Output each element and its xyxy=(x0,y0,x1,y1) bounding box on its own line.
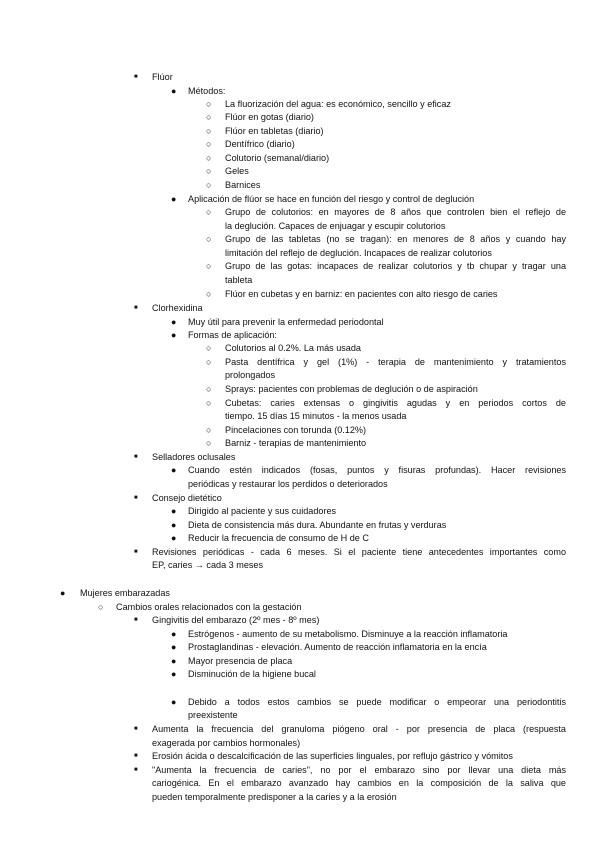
document-line: tableta xyxy=(225,275,253,285)
document-line: Pincelaciones con torunda (0.12%) xyxy=(225,425,367,435)
bullet-marker: ○ xyxy=(206,99,212,109)
bullet-marker: ● xyxy=(171,697,177,707)
bullet-marker: ■ xyxy=(134,617,138,623)
bullet-marker: ○ xyxy=(206,126,212,136)
document-line: Barniz - terapias de mantenimiento xyxy=(225,438,367,448)
bullet-marker: ○ xyxy=(206,357,212,367)
bullet-marker: ○ xyxy=(206,139,212,149)
document-line: pueden temporalmente predisponer a la caries y a la erosión xyxy=(152,792,397,802)
bullet-marker: ● xyxy=(171,520,177,530)
document-line: Gingivitis del embarazo (2º mes - 8º mes) xyxy=(152,615,320,625)
document-line: Flúor en gotas (diario) xyxy=(225,112,314,122)
document-line: Cambios orales relacionados con la gestación xyxy=(116,602,302,612)
document-line: Prostaglandinas - elevación. Aumento de reacción inflamatoria en la encía xyxy=(188,642,487,652)
document-line: Geles xyxy=(225,166,249,176)
document-line: Grupo de las gotas: incapaces de realizar colutorios y tb chupar y tragar una xyxy=(225,261,566,271)
document-line: Formas de aplicación: xyxy=(188,330,277,340)
document-line: exagerada por cambios hormonales) xyxy=(152,738,301,748)
document-line: Erosión ácida o descalcificación de las superficies linguales, por reflujo gástrico y vómitos xyxy=(152,751,513,761)
bullet-marker: ○ xyxy=(206,180,212,190)
document-line: Barnices xyxy=(225,180,261,190)
document-line: Flúor en cubetas y en barniz: en pacientes con alto riesgo de caries xyxy=(225,289,498,299)
bullet-marker: ● xyxy=(171,642,177,652)
document-line: periódicas y restaurar los perdidos o deteriorados xyxy=(188,479,388,489)
bullet-marker: ○ xyxy=(206,166,212,176)
document-line: Debido a todos estos cambios se puede modificar o empeorar una periodontitis xyxy=(188,697,566,707)
document-line: Consejo dietético xyxy=(152,493,222,503)
document-line: Grupo de las tabletas (no se tragan): en menores de 8 años y cuando hay xyxy=(225,234,566,244)
bullet-marker: ○ xyxy=(98,602,104,612)
bullet-marker: ■ xyxy=(134,753,138,759)
bullet-marker: ○ xyxy=(206,153,212,163)
bullet-marker: ○ xyxy=(206,234,212,244)
bullet-marker: ● xyxy=(171,317,177,327)
bullet-marker: ○ xyxy=(206,289,212,299)
document-line: Aumenta la frecuencia del granuloma piógeno oral - por presencia de placa (respuesta xyxy=(152,724,566,734)
bullet-marker: ■ xyxy=(134,74,138,80)
document-line: Pasta dentífrica y gel (1%) - terapia de mantenimiento y tratamientos xyxy=(225,357,566,367)
bullet-marker: ■ xyxy=(134,726,138,732)
bullet-marker: ■ xyxy=(134,767,138,773)
document-line: la deglución. Capaces de enjuagar y escupir colutorios xyxy=(225,221,446,231)
document-line: Revisiones periódicas - cada 6 meses. Si el paciente tiene antecedentes importantes como xyxy=(152,547,566,557)
document-line: Sprays: pacientes con problemas de deglución o de aspiración xyxy=(225,384,478,394)
bullet-marker: ● xyxy=(171,506,177,516)
document-line: Colutorio (semanal/diario) xyxy=(225,153,330,163)
bullet-marker: ○ xyxy=(206,438,212,448)
document-line: Mayor presencia de placa xyxy=(188,656,293,666)
bullet-marker: ● xyxy=(171,86,177,96)
bullet-marker: ○ xyxy=(206,112,212,122)
document-line: Cubetas: caries extensas o gingivitis agudas y en periodos cortos de xyxy=(225,398,566,408)
bullet-marker: ● xyxy=(171,533,177,543)
document-line: Dentífrico (diario) xyxy=(225,139,295,149)
bullet-marker: ○ xyxy=(206,384,212,394)
bullet-marker: ○ xyxy=(206,343,212,353)
bullet-marker: ■ xyxy=(134,495,138,501)
document-line: "Aumenta la frecuencia de caries", no por el embarazo sino por llevar una dieta más xyxy=(152,765,566,775)
bullet-marker: ● xyxy=(60,588,66,598)
document-line: Métodos: xyxy=(188,86,226,96)
document-line: Flúor en tabletas (diario) xyxy=(225,126,324,136)
bullet-marker: ■ xyxy=(134,549,138,555)
document-line: Muy útil para prevenir la enfermedad periodontal xyxy=(188,317,384,327)
document-line: Flúor xyxy=(152,72,173,82)
bullet-marker: ■ xyxy=(134,305,138,311)
document-line: preexistente xyxy=(188,710,238,720)
document-line: Selladores oclusales xyxy=(152,452,236,462)
document-line: prolongados xyxy=(225,370,276,380)
document-line: Aplicación de flúor se hace en función del riesgo y control de deglución xyxy=(188,194,475,204)
bullet-marker: ○ xyxy=(206,398,212,408)
document-line: Cuando estén indicados (fosas, puntos y fisuras profundas). Hacer revisiones xyxy=(188,465,566,475)
bullet-marker: ■ xyxy=(134,454,138,460)
document-line: Colutorios al 0.2%. La más usada xyxy=(225,343,361,353)
document-line: Reducir la frecuencia de consumo de H de C xyxy=(188,533,369,543)
bullet-marker: ● xyxy=(171,330,177,340)
bullet-marker: ○ xyxy=(206,425,212,435)
bullet-marker: ● xyxy=(171,669,177,679)
bullet-marker: ● xyxy=(171,629,177,639)
document-line: Mujeres embarazadas xyxy=(80,588,170,598)
bullet-marker: ● xyxy=(171,656,177,666)
document-line: Grupo de colutorios: en mayores de 8 años que controlen bien el reflejo de xyxy=(225,207,566,217)
document-line: La fluorización del agua: es económico, sencillo y eficaz xyxy=(225,99,451,109)
document-line: EP, caries → cada 3 meses xyxy=(152,560,264,570)
bullet-marker: ● xyxy=(171,465,177,475)
bullet-marker: ○ xyxy=(206,261,212,271)
document-line: Dieta de consistencia más dura. Abundante en frutas y verduras xyxy=(188,520,447,530)
document-line: limitación del reflejo de deglución. Incapaces de realizar colutorios xyxy=(225,248,492,258)
bullet-marker: ○ xyxy=(206,207,212,217)
bullet-marker: ● xyxy=(171,194,177,204)
document-line: Estrógenos - aumento de su metabolismo. Disminuye a la reacción inflamatoria xyxy=(188,629,508,639)
document-line: Clorhexidina xyxy=(152,303,203,313)
document-line: Disminución de la higiene bucal xyxy=(188,669,316,679)
document-line: tiempo. 15 días 15 minutos - la menos usada xyxy=(225,411,407,421)
document-line: cariogénica. En el embarazo avanzado hay cambios en la composición de la saliva que xyxy=(152,778,566,788)
document-line: Dirigido al paciente y sus cuidadores xyxy=(188,506,337,516)
